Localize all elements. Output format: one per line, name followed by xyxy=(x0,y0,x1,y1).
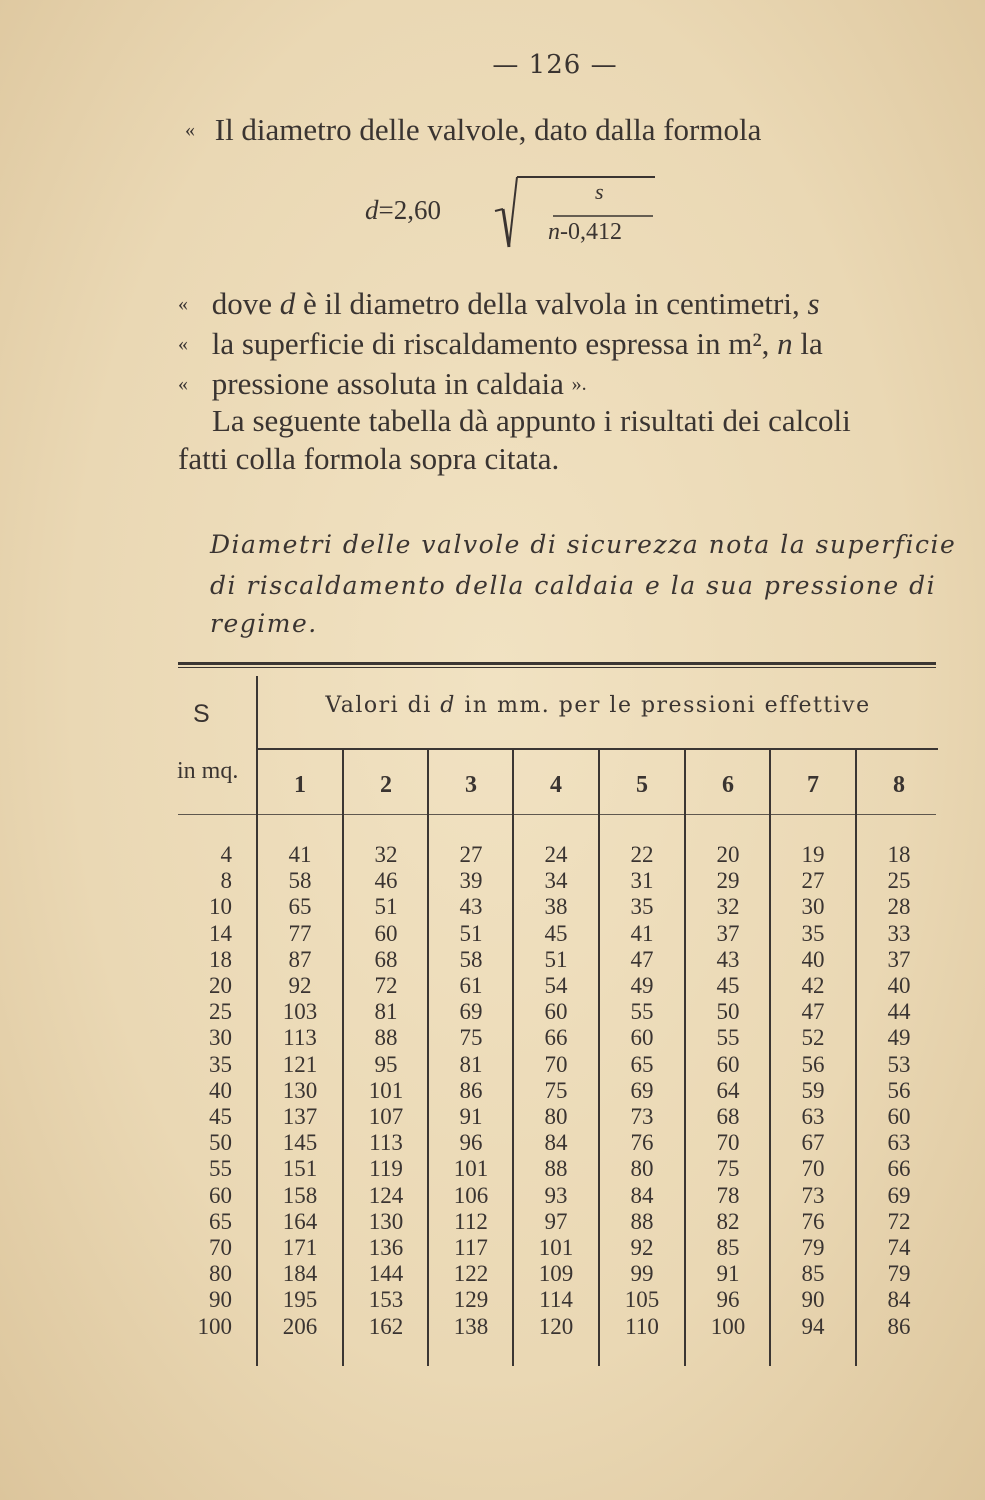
table-cell: 45 xyxy=(716,973,740,998)
table-cell: 164 xyxy=(282,1209,318,1234)
table-cell: 31 xyxy=(630,868,654,893)
table-cell: 56 xyxy=(801,1052,825,1077)
table-cell: 58 xyxy=(459,947,483,972)
table-cell: 86 xyxy=(459,1078,483,1103)
table-cell: 95 xyxy=(374,1052,398,1077)
table-cell: 85 xyxy=(801,1261,825,1286)
pressure-header-3: 3 xyxy=(465,772,477,798)
table-cell: 27 xyxy=(459,842,483,867)
table-cell: 66 xyxy=(887,1156,911,1181)
row-surface-value: 65 xyxy=(209,1209,232,1234)
s-column-unit: in mq. xyxy=(177,758,239,784)
quote-mark: « xyxy=(178,333,188,355)
table-cell: 105 xyxy=(624,1287,660,1312)
table-cell: 43 xyxy=(459,894,483,919)
row-surface-value: 55 xyxy=(209,1156,232,1181)
table-cell: 35 xyxy=(630,894,654,919)
table-cell: 94 xyxy=(801,1314,825,1339)
table-cell: 60 xyxy=(374,921,398,946)
explanation-text: la xyxy=(800,326,823,361)
table-cell: 84 xyxy=(887,1287,911,1312)
table-cell: 65 xyxy=(288,894,312,919)
caption-line-2: di riscaldamento della caldaia e la sua pressione di xyxy=(210,571,937,600)
table-cell: 34 xyxy=(544,868,568,893)
table-cell: 51 xyxy=(374,894,398,919)
table-cell: 92 xyxy=(288,973,312,998)
table-cell: 27 xyxy=(801,868,825,893)
table-cell: 114 xyxy=(539,1287,573,1312)
table-cell: 73 xyxy=(801,1183,825,1208)
table-cell: 99 xyxy=(630,1261,654,1286)
table-cell: 74 xyxy=(887,1235,911,1260)
table-cell: 55 xyxy=(630,999,654,1024)
table-cell: 41 xyxy=(630,921,654,946)
pressure-header-2: 2 xyxy=(380,772,392,798)
caption-line-3: regime. xyxy=(210,609,318,638)
table-cell: 32 xyxy=(374,842,398,867)
table-cell: 91 xyxy=(716,1261,740,1286)
table-cell: 75 xyxy=(544,1078,568,1103)
row-surface-value: 4 xyxy=(220,842,232,867)
table-cell: 60 xyxy=(544,999,568,1024)
table-cell: 119 xyxy=(369,1156,403,1181)
table-cell: 68 xyxy=(374,947,398,972)
table-cell: 42 xyxy=(801,973,825,998)
table-cell: 76 xyxy=(801,1209,825,1234)
table-cell: 195 xyxy=(282,1287,318,1312)
table-cell: 46 xyxy=(374,868,398,893)
table-cell: 30 xyxy=(801,894,825,919)
table-cell: 65 xyxy=(630,1052,654,1077)
explanation-line-5: fatti colla formola sopra citata. xyxy=(178,441,560,476)
table-cell: 63 xyxy=(801,1104,825,1129)
table-cell: 51 xyxy=(544,947,568,972)
table-cell: 129 xyxy=(453,1287,489,1312)
pressure-header-1: 1 xyxy=(294,772,306,798)
table-cell: 53 xyxy=(887,1052,911,1077)
variable-n: n xyxy=(777,326,793,361)
table-cell: 60 xyxy=(716,1052,740,1077)
table-cell: 47 xyxy=(801,999,825,1024)
row-surface-value: 45 xyxy=(209,1104,232,1129)
table-cell: 137 xyxy=(282,1104,318,1129)
table-cell: 49 xyxy=(887,1025,911,1050)
row-surface-value: 80 xyxy=(209,1261,232,1286)
table-cell: 35 xyxy=(801,921,825,946)
table-cell: 18 xyxy=(887,842,911,867)
table-cell: 96 xyxy=(716,1287,740,1312)
table-cell: 96 xyxy=(459,1130,483,1155)
table-cell: 113 xyxy=(369,1130,403,1155)
variable-d: d xyxy=(279,286,296,321)
table-cell: 68 xyxy=(716,1104,740,1129)
table-cell: 88 xyxy=(374,1025,398,1050)
row-surface-value: 25 xyxy=(209,999,232,1024)
formula-constant: -0,412 xyxy=(560,219,622,245)
row-surface-value: 90 xyxy=(209,1287,232,1312)
table-cell: 79 xyxy=(801,1235,825,1260)
table-cell: 87 xyxy=(288,947,312,972)
row-surface-value: 20 xyxy=(209,973,232,998)
table-cell: 130 xyxy=(368,1209,404,1234)
table-cell: 80 xyxy=(630,1156,654,1181)
table-cell: 91 xyxy=(459,1104,483,1129)
table-cell: 184 xyxy=(282,1261,318,1286)
table-cell: 206 xyxy=(282,1314,318,1339)
table-cell: 75 xyxy=(459,1025,483,1050)
table-cell: 44 xyxy=(887,999,911,1024)
formula-coefficient: =2,60 xyxy=(378,195,441,225)
quote-mark: « xyxy=(178,373,188,395)
table-cell: 72 xyxy=(887,1209,911,1234)
table-cell: 151 xyxy=(282,1156,318,1181)
table-cell: 63 xyxy=(887,1130,911,1155)
row-surface-value: 60 xyxy=(209,1183,232,1208)
closing-quote: ». xyxy=(571,373,587,395)
row-surface-value: 10 xyxy=(209,894,232,919)
table-cell: 40 xyxy=(887,973,911,998)
table-cell: 52 xyxy=(801,1025,825,1050)
table-cell: 117 xyxy=(454,1235,488,1260)
table-cell: 86 xyxy=(887,1314,911,1339)
table-cell: 73 xyxy=(630,1104,654,1129)
table-cell: 79 xyxy=(887,1261,911,1286)
table-cell: 162 xyxy=(368,1314,404,1339)
table-cell: 110 xyxy=(625,1314,659,1339)
table-cell: 58 xyxy=(288,868,312,893)
table-cell: 24 xyxy=(544,842,568,867)
pressure-group-header xyxy=(258,693,938,718)
table-cell: 136 xyxy=(368,1235,404,1260)
table-cell: 90 xyxy=(801,1287,825,1312)
table-cell: 60 xyxy=(887,1104,911,1129)
table-cell: 55 xyxy=(716,1025,740,1050)
table-cell: 153 xyxy=(368,1287,404,1312)
table-cell: 101 xyxy=(453,1156,489,1181)
table-cell: 47 xyxy=(630,947,654,972)
table-cell: 92 xyxy=(630,1235,654,1260)
explanation-text: è il diametro della valvola in centimetri, xyxy=(303,286,800,321)
table-cell: 100 xyxy=(710,1314,746,1339)
row-surface-value: 18 xyxy=(209,947,232,972)
formula-d-var: d xyxy=(365,195,379,225)
table-cell: 144 xyxy=(368,1261,404,1286)
table-cell: 59 xyxy=(801,1078,825,1103)
table-cell: 171 xyxy=(282,1235,318,1260)
pressure-header-5: 5 xyxy=(636,772,648,798)
table-cell: 78 xyxy=(716,1183,740,1208)
table-cell: 72 xyxy=(374,973,398,998)
table-cell: 112 xyxy=(454,1209,488,1234)
table-cell: 88 xyxy=(630,1209,654,1234)
table-cell: 106 xyxy=(453,1183,489,1208)
table-cell: 54 xyxy=(544,973,568,998)
formula-n-var: n xyxy=(548,219,560,245)
table-cell: 45 xyxy=(544,921,568,946)
table-cell: 66 xyxy=(544,1025,568,1050)
row-surface-value: 100 xyxy=(197,1314,232,1339)
table-cell: 61 xyxy=(459,973,483,998)
row-surface-value: 35 xyxy=(209,1052,232,1077)
table-cell: 28 xyxy=(887,894,911,919)
table-cell: 33 xyxy=(887,921,911,946)
table-cell: 60 xyxy=(630,1025,654,1050)
table-cell: 41 xyxy=(288,842,312,867)
table-cell: 81 xyxy=(374,999,398,1024)
table-cell: 38 xyxy=(544,894,568,919)
explanation-text: la superficie di riscaldamento espressa in m², xyxy=(211,326,770,361)
table-top-rule xyxy=(178,662,936,665)
group-header-text: in mm. per le pressioni effettive xyxy=(464,693,871,718)
table-top-rule-thin xyxy=(178,667,936,668)
caption-line-1: Diametri delle valvole di sicurezza nota la superficie xyxy=(210,530,957,559)
table-cell: 49 xyxy=(630,973,654,998)
table-cell: 88 xyxy=(544,1156,568,1181)
table-cell: 101 xyxy=(368,1078,404,1103)
table-cell: 37 xyxy=(716,921,740,946)
table-cell: 70 xyxy=(544,1052,568,1077)
table-cell: 107 xyxy=(368,1104,404,1129)
table-cell: 97 xyxy=(544,1209,568,1234)
table-cell: 40 xyxy=(801,947,825,972)
table-cell: 56 xyxy=(887,1078,911,1103)
table-cell: 158 xyxy=(282,1183,318,1208)
table-cell: 22 xyxy=(630,842,654,867)
table-cell: 145 xyxy=(282,1130,318,1155)
table-cell: 80 xyxy=(544,1104,568,1129)
table-cell: 109 xyxy=(538,1261,574,1286)
table-cell: 25 xyxy=(887,868,911,893)
table-cell: 77 xyxy=(288,921,312,946)
s-column-header: S xyxy=(193,700,210,728)
table-cell: 43 xyxy=(716,947,740,972)
table-cell: 67 xyxy=(801,1130,825,1155)
table-cell: 101 xyxy=(538,1235,574,1260)
table-cell: 130 xyxy=(282,1078,318,1103)
table-cell: 70 xyxy=(716,1130,740,1155)
intro-text: Il diametro delle valvole, dato dalla formola xyxy=(214,112,762,147)
table-cell: 29 xyxy=(716,868,740,893)
row-surface-value: 50 xyxy=(209,1130,232,1155)
pressure-header-6: 6 xyxy=(722,772,734,798)
row-surface-value: 14 xyxy=(209,921,232,946)
table-cell: 32 xyxy=(716,894,740,919)
header-bottom-rule xyxy=(178,814,936,815)
table-cell: 103 xyxy=(282,999,318,1024)
explanation-line-4: La seguente tabella dà appunto i risultati dei calcoli xyxy=(212,403,851,438)
table-cell: 76 xyxy=(630,1130,654,1155)
table-cell: 50 xyxy=(716,999,740,1024)
row-surface-value: 8 xyxy=(220,868,232,893)
table-cell: 113 xyxy=(283,1025,317,1050)
table-cell: 122 xyxy=(453,1261,489,1286)
table-cell: 70 xyxy=(801,1156,825,1181)
quote-mark: « xyxy=(185,119,195,141)
table-cell: 20 xyxy=(716,842,740,867)
explanation-text: pressione assoluta in caldaia xyxy=(211,366,564,401)
row-surface-value: 40 xyxy=(209,1078,232,1103)
table-cell: 84 xyxy=(630,1183,654,1208)
page-number: — 126 — xyxy=(492,50,618,80)
table-cell: 85 xyxy=(716,1235,740,1260)
table-cell: 51 xyxy=(459,921,483,946)
table-cell: 82 xyxy=(716,1209,740,1234)
table-cell: 121 xyxy=(282,1052,318,1077)
table-cell: 75 xyxy=(716,1156,740,1181)
table-cell: 84 xyxy=(544,1130,568,1155)
table-cell: 124 xyxy=(368,1183,404,1208)
variable-s: s xyxy=(807,286,820,321)
explanation-text: dove xyxy=(211,286,273,321)
table-cell: 19 xyxy=(801,842,825,867)
table-cell: 37 xyxy=(887,947,911,972)
pressure-header-7: 7 xyxy=(807,772,819,798)
table-cell: 81 xyxy=(459,1052,483,1077)
quote-mark: « xyxy=(178,293,188,315)
row-surface-value: 70 xyxy=(209,1235,232,1260)
table-cell: 93 xyxy=(544,1183,568,1208)
group-header-text: Valori di xyxy=(325,693,432,718)
table-cell: 120 xyxy=(538,1314,574,1339)
formula-numerator: s xyxy=(595,179,604,204)
table-cell: 64 xyxy=(716,1078,740,1103)
row-surface-value: 30 xyxy=(209,1025,232,1050)
pressure-header-8: 8 xyxy=(893,772,905,798)
table-cell: 138 xyxy=(453,1314,489,1339)
variable-d: d xyxy=(440,693,456,718)
pressure-header-4: 4 xyxy=(550,772,562,798)
table-cell: 69 xyxy=(887,1183,911,1208)
table-cell: 69 xyxy=(459,999,483,1024)
table-cell: 39 xyxy=(459,868,483,893)
table-cell: 69 xyxy=(630,1078,654,1103)
